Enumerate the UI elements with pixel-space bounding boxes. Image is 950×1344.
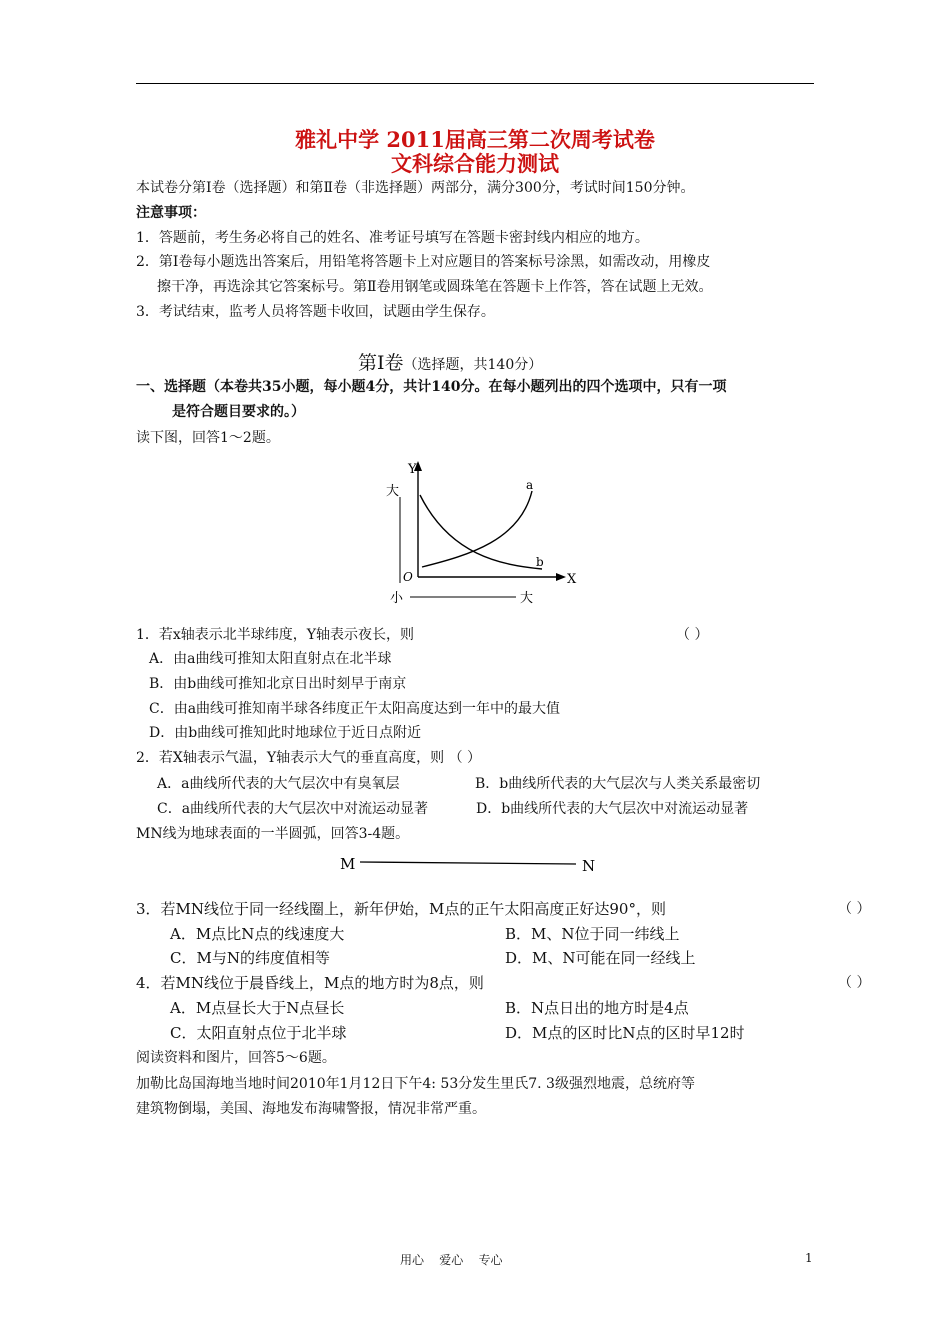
notice-item-2a: 2．第Ⅰ卷每小题选出答案后，用铅笔将答题卡上对应题目的答案标号涂黑，如需改动，用橡皮 <box>136 254 711 270</box>
notice-item-3: 3．考试结束，监考人员将答题卡收回，试题由学生保存。 <box>136 304 495 320</box>
header-rule <box>136 83 814 84</box>
read-materials-instruction: 阅读资料和图片，回答5～6题。 <box>136 1050 336 1066</box>
x-big-label: 大 <box>520 591 534 606</box>
curve-figure <box>370 455 590 610</box>
curve-b-label: b <box>536 555 544 569</box>
passage-line-2: 建筑物倒塌，美国、海地发布海啸警报，情况非常严重。 <box>136 1101 486 1117</box>
q4-stem: 4．若MN线位于晨昏线上，M点的地方时为8点，则 <box>136 974 484 992</box>
section-title: 第Ⅰ卷 <box>358 352 404 374</box>
small-label: 小 <box>390 591 404 606</box>
q1-stem: 1．若x轴表示北半球纬度，Y轴表示夜长，则 <box>136 627 415 643</box>
intro-text: 本试卷分第Ⅰ卷（选择题）和第Ⅱ卷（非选择题）两部分，满分300分，考试时间150分钟。 <box>136 180 695 196</box>
part-heading-b: 是符合题目要求的。） <box>172 404 305 420</box>
mn-figure <box>336 848 606 878</box>
x-axis-label: X <box>567 572 577 587</box>
q2-stem: 2．若X轴表示气温，Y轴表示大气的垂直高度，则 （ ） <box>136 750 482 766</box>
q1-option-d: D．由b曲线可推知此时地球位于近日点附近 <box>149 725 422 741</box>
q2-option-a: A．a曲线所代表的大气层次中有臭氧层 <box>157 776 400 792</box>
passage-line-1: 加勒比岛国海地当地时间2010年1月12日下午4: 53分发生里氏7. 3级强烈地震，总统府等 <box>136 1076 695 1092</box>
read-figure-instruction: 读下图，回答1～2题。 <box>136 430 280 446</box>
q1-option-b: B．由b曲线可推知北京日出时刻早于南京 <box>149 676 407 692</box>
notice-heading: 注意事项： <box>136 205 206 221</box>
q4-answer-paren: （ ） <box>838 975 871 991</box>
q4-option-a: A．M点昼长大于N点昼长 <box>170 999 345 1017</box>
mn-intro: MN线为地球表面的一半圆弧，回答3-4题。 <box>136 826 410 842</box>
q2-option-c: C．a曲线所代表的大气层次中对流运动显著 <box>157 801 429 817</box>
q1-option-a: A．由a曲线可推知太阳直射点在北半球 <box>149 651 392 667</box>
exam-subtitle: 文科综合能力测试 <box>391 151 559 176</box>
point-m-label: M <box>340 855 356 873</box>
page-number: 1 <box>805 1251 813 1265</box>
curve-a <box>422 491 532 567</box>
x-axis-arrow <box>556 573 566 581</box>
footer-motto: 用心 爱心 专心 <box>400 1253 503 1267</box>
curve-b <box>420 495 542 569</box>
point-n-label: N <box>582 857 596 875</box>
q2-option-d: D．b曲线所代表的大气层次中对流运动显著 <box>476 801 749 817</box>
y-big-label: 大 <box>386 484 400 499</box>
q4-option-d: D．M点的区时比N点的区时早12时 <box>505 1024 745 1042</box>
q2-option-b: B．b曲线所代表的大气层次与人类关系最密切 <box>475 776 761 792</box>
notice-item-1: 1．答题前，考生务必将自己的姓名、准考证号填写在答题卡密封线内相应的地方。 <box>136 230 649 246</box>
q3-option-b: B．M、N位于同一纬线上 <box>505 925 680 943</box>
q3-option-c: C．M与N的纬度值相等 <box>170 949 330 967</box>
y-axis-label: Y <box>408 462 417 477</box>
q4-option-b: B．N点日出的地方时是4点 <box>505 999 689 1017</box>
section-subtitle: （选择题，共140分） <box>403 357 543 373</box>
q3-option-a: A．M点比N点的线速度大 <box>170 925 345 943</box>
mn-line <box>360 862 576 864</box>
origin-label: O <box>403 570 413 584</box>
curve-a-label: a <box>526 478 534 492</box>
q3-answer-paren: （ ） <box>838 901 871 917</box>
notice-item-2b: 擦干净，再选涂其它答案标号。第Ⅱ卷用钢笔或圆珠笔在答题卡上作答，答在试题上无效。 <box>157 279 713 295</box>
q3-stem: 3．若MN线位于同一经线圈上，新年伊始，M点的正午太阳高度正好达90°，则 <box>136 900 666 918</box>
q1-answer-paren: （ ） <box>676 627 709 643</box>
part-heading-a: 一、选择题（本卷共35小题，每小题4分，共计140分。在每小题列出的四个选项中，只有一项 <box>136 379 727 395</box>
q4-option-c: C．太阳直射点位于北半球 <box>170 1024 347 1042</box>
exam-title: 雅礼中学 2011届高三第二次周考试卷 <box>295 127 655 152</box>
q3-option-d: D．M、N可能在同一经线上 <box>505 949 696 967</box>
section-title-row <box>358 348 542 375</box>
q1-option-c: C．由a曲线可推知南半球各纬度正午太阳高度达到一年中的最大值 <box>149 701 561 717</box>
